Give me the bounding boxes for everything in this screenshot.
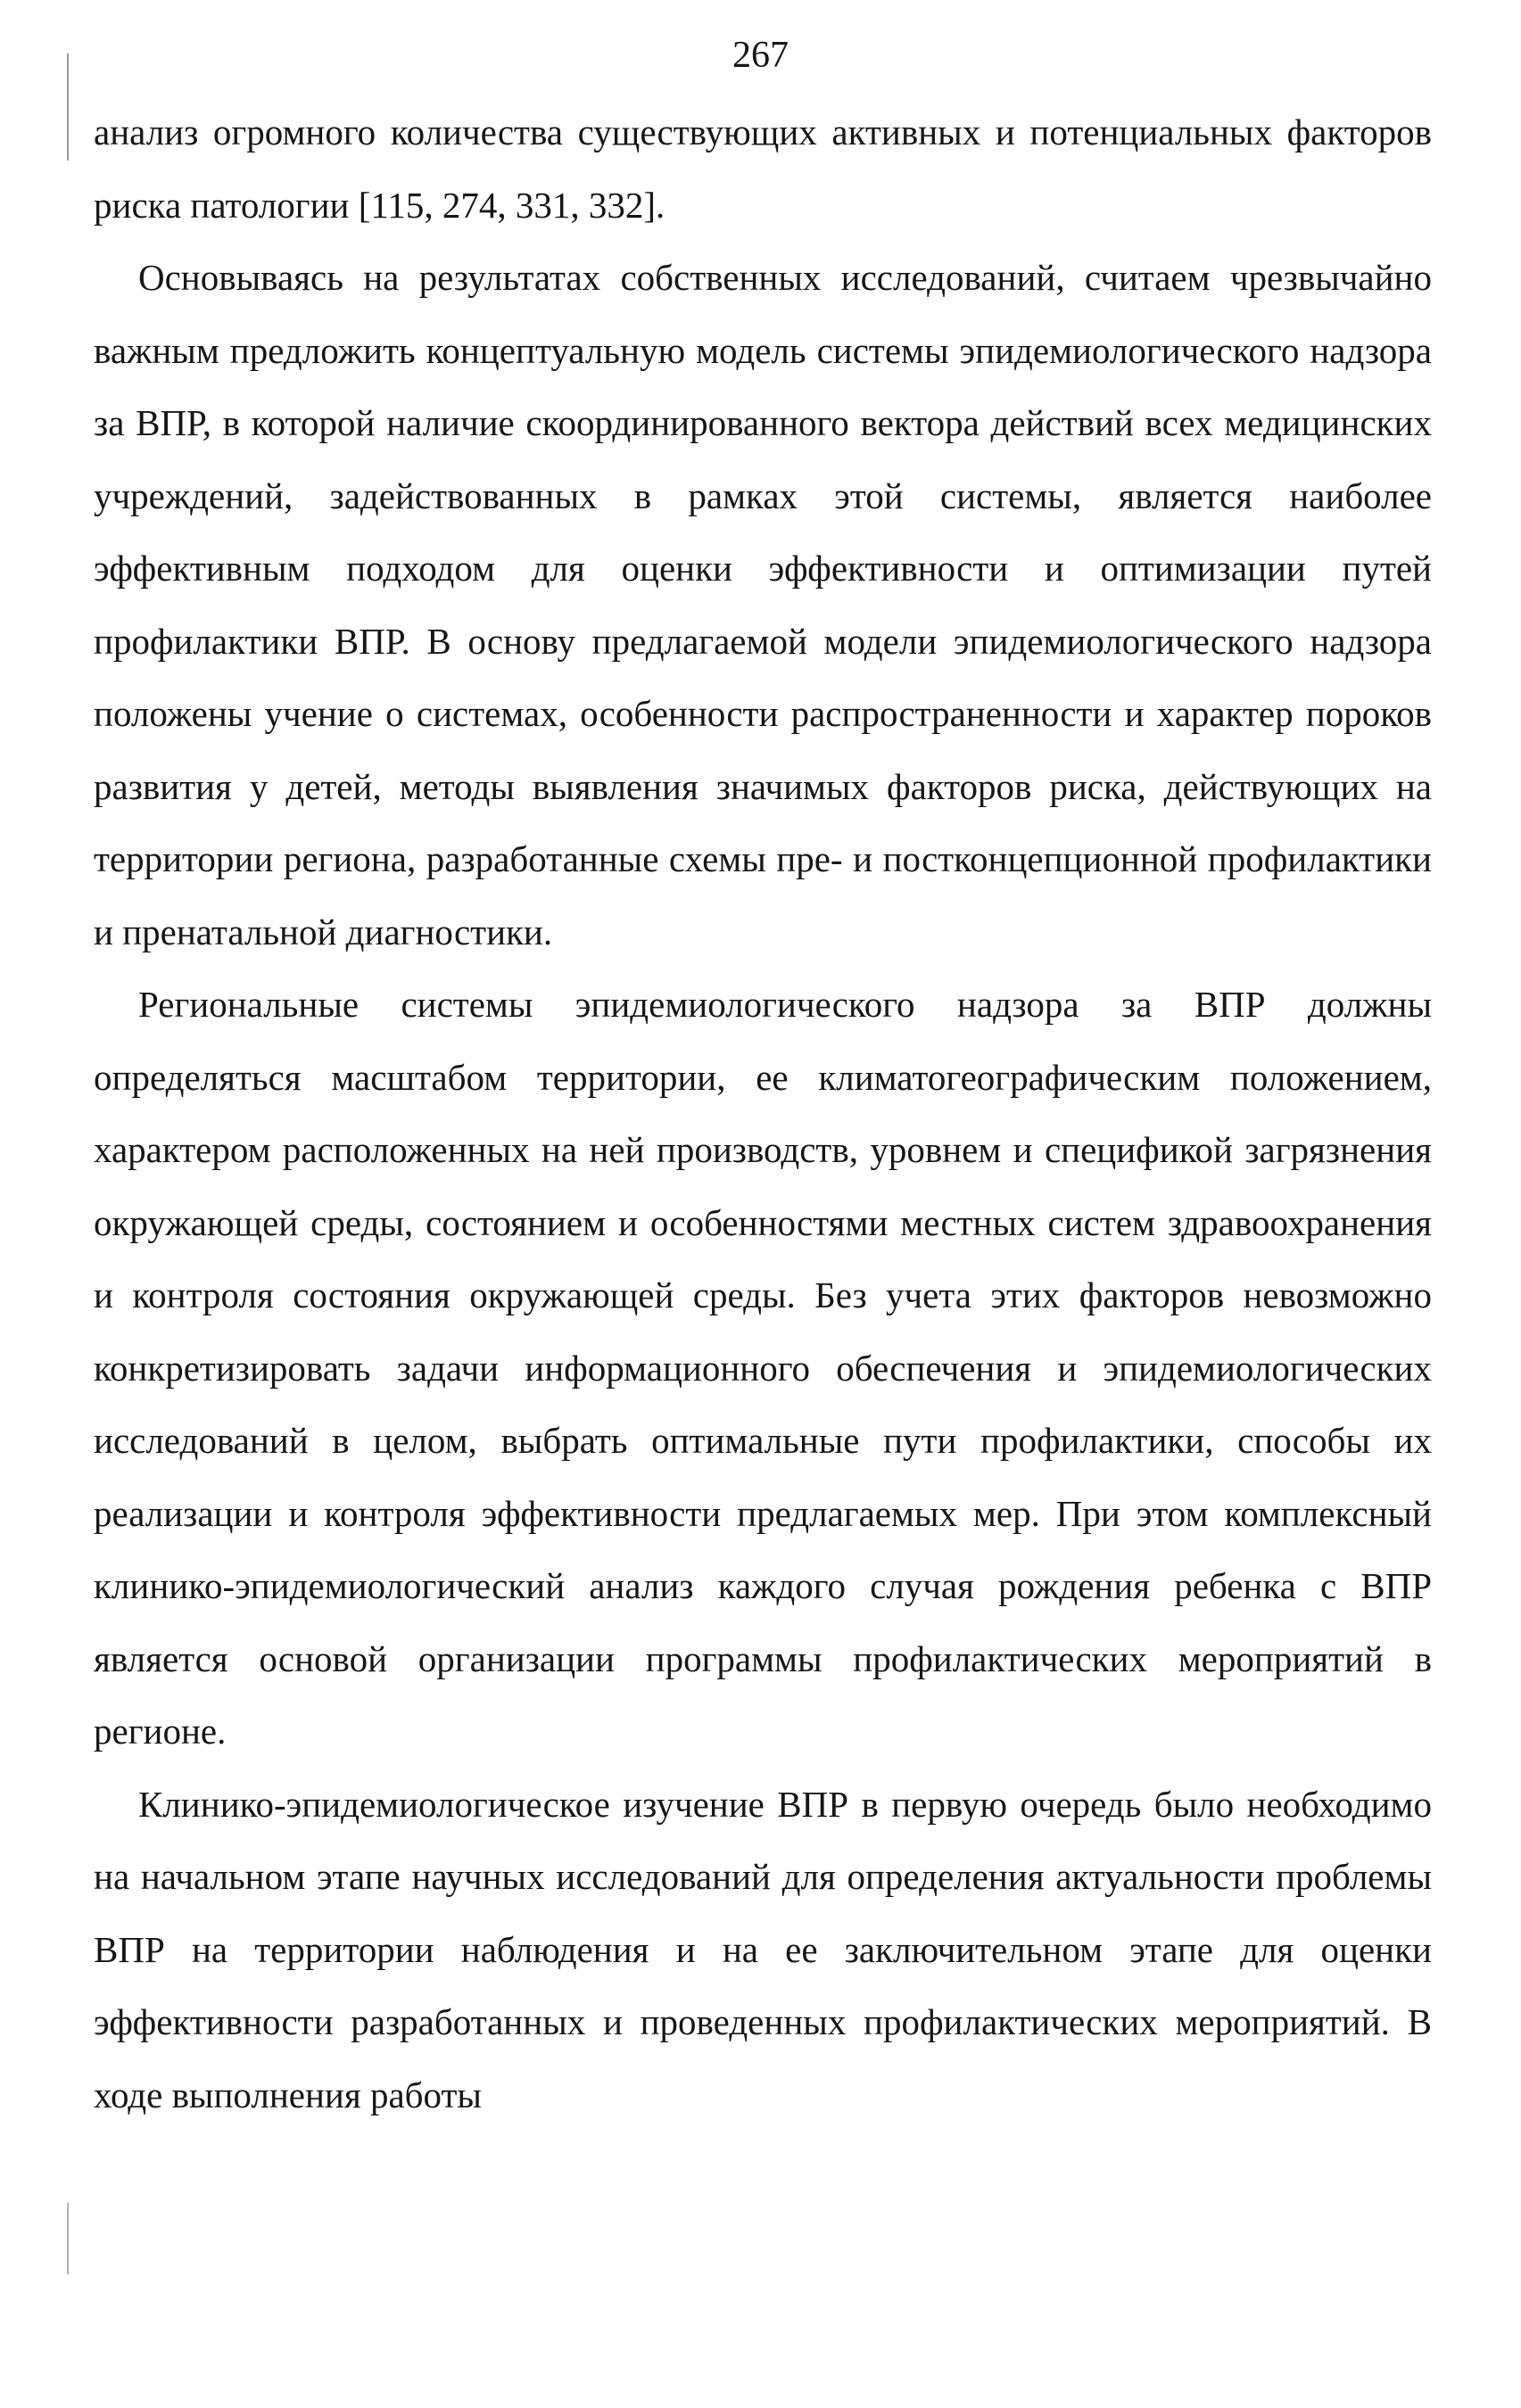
paragraph: Основываясь на результатах собственных исследований, считаем чрезвычайно важным предложить концептуальную модель системы эпидемиологического надзора за ВПР, в которой наличие скоординированного вектора действий всех медицинских учреждений, задействованных в рамках этой системы, является наиболее эффективным подходом для оценки эффективности и оптимизации путей профилактики ВПР. В основу предлагаемой модели эпидемиологического надзора положены учение о системах, особенности распространенности и характер пороков развития у детей, методы выявления значимых факторов риска, действующих на территории региона, разработанные схемы пре- и постконцепционной профилактики и пренатальной диагностики. — [94, 257, 1432, 952]
scan-edge-mark — [67, 2203, 69, 2274]
body-text — [94, 96, 1432, 2132]
paragraph-continuation: анализ огромного количества существующих активных и потенциальных факторов риска патологии [115, 274, 331, 332]. — [94, 111, 1432, 226]
page-number: 267 — [732, 35, 789, 76]
paragraph: Клинико-эпидемиологическое изучение ВПР в первую очередь было необходимо на начальном этапе научных исследований для определения актуальности проблемы ВПР на территории наблюдения и на ее заключительном этапе для оценки эффективности разработанных и проведенных профилактических мероприятий. В ходе выполнения работы — [94, 1783, 1432, 2115]
paragraph: Региональные системы эпидемиологического надзора за ВПР должны определяться масштабом территории, ее климатогеографическим положением, характером расположенных на ней производств, уровнем и спецификой загрязнения окружающей среды, состоянием и особенностями местных систем здравоохранения и контроля состояния окружающей среды. Без учета этих факторов невозможно конкретизировать задачи информационного обеспечения и эпидемиологических исследований в целом, выбрать оптимальные пути профилактики, способы их реализации и контроля эффективности предлагаемых мер. При этом комплексный клинико-эпидемиологический анализ каждого случая рождения ребенка с ВПР является основой организации программы профилактических мероприятий в регионе. — [94, 984, 1432, 1752]
